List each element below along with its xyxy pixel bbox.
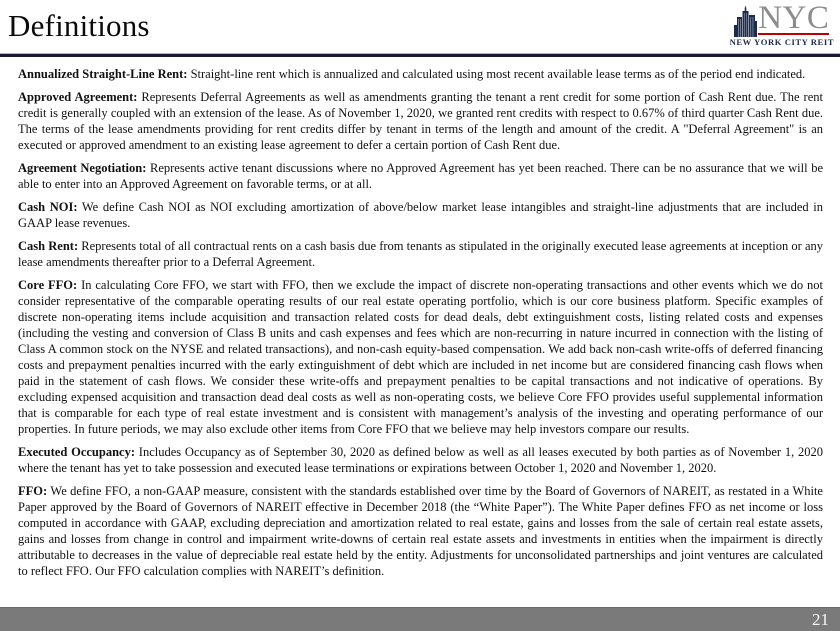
footer-bar <box>0 607 840 631</box>
definition-term: Cash NOI: <box>18 200 78 214</box>
definition-term: Approved Agreement: <box>18 90 138 104</box>
definition-term: Executed Occupancy: <box>18 445 135 459</box>
definition-term: Core FFO: <box>18 278 78 292</box>
definition-paragraph: Core FFO: In calculating Core FFO, we start with FFO, then we exclude the impact of discrete non-operating transactions and other events which we do not consider representative of the comparable operating results of our real estate operating portfolio, which is our core business platform. Specific examples of discrete non-operating items include acquisition and transaction related costs for dead deals, debt extinguishment costs, listing related costs and expenses (including the vesting and conversion of Class B units and cash expenses and fees which are non-recurring in nature incurred in connection with the listing of Class A common stock on the NYSE and related transactions), and non-cash equity-based compensation. We add back non-cash write-offs of deferred financing costs and prepayment penalties incurred with the early extinguishment of debt which are included in net income but are considered financing cash flows when paid in the statement of cash flows. We consider these write-offs and prepayment penalties to be capital transactions and not indicative of operations. By excluding expensed acquisition and transaction dead deal costs as well as non-operating costs, we believe Core FFO provides useful supplemental information that is comparable for each type of real estate investment and is consistent with management’s analysis of the investing and operating performance of our properties. In future periods, we may also exclude other items from Core FFO that we believe may help investors compare our results. <box>18 278 824 436</box>
nyc-reit-logo <box>729 0 834 47</box>
logo-subtitle: NEW YORK CITY REIT <box>729 37 834 47</box>
definition-paragraph: Cash NOI: We define Cash NOI as NOI excluding amortization of above/below market lease intangibles and straight-line adjustments that are included in GAAP lease revenues. <box>18 200 823 230</box>
logo-top-row <box>734 0 830 37</box>
definition-term: Cash Rent: <box>18 239 79 253</box>
definition-paragraph: Agreement Negotiation: Represents active tenant discussions where no Approved Agreement has yet been reached. There can be no assurance that we will be able to enter into an Approved Agreement on favorable terms, or at all. <box>18 161 823 191</box>
slide-header <box>0 0 840 53</box>
definition-paragraph: Cash Rent: Represents total of all contractual rents on a cash basis due from tenants as stipulated in the originally executed lease agreements at inception or any lease amendments thereafter prior to a Deferral Agreement. <box>18 239 823 269</box>
definition-paragraph: FFO: We define FFO, a non-GAAP measure, consistent with the standards established over time by the Board of Governors of NAREIT, as restated in a White Paper approved by the Board of Governors of NAREIT effective in December 2018 (the “White Paper”). The White Paper defines FFO as net income or loss computed in accordance with GAAP, excluding depreciation and amortization related to real estate, gains and losses from the sale of certain real estate assets, gains and losses from change in control and impairment write-downs of certain real estate assets and investments in entities when the impairment is directly attributable to decreases in the value of depreciable real estate held by the entity. Adjustments for unconsolidated partnerships and joint ventures are calculated to reflect FFO. Our FFO calculation complies with NAREIT’s definition. <box>18 484 823 578</box>
definitions-list <box>0 57 840 606</box>
city-skyline-icon <box>734 6 757 37</box>
definition-paragraph: Approved Agreement: Represents Deferral Agreements as well as amendments granting the tenant a rent credit for some portion of Cash Rent due. The rent credit is generally coupled with an extension of the lease. As of November 1, 2020, we granted rent credits with respect to 0.67% of third quarter Cash Rent due. The terms of the lease amendments providing for rent credits differ by tenant in terms of the length and amount of the credit. A "Deferral Agreement" is an executed or approved amendment to an existing lease agreement to defer a certain portion of Cash Rent due. <box>18 90 823 152</box>
definition-term: Annualized Straight-Line Rent: <box>18 67 188 81</box>
definition-paragraph: Annualized Straight-Line Rent: Straight-line rent which is annualized and calculated using most recent available lease terms as of the period end indicated. <box>18 67 806 81</box>
definition-paragraph: Executed Occupancy: Includes Occupancy as of September 30, 2020 as defined below as well as all leases executed by both parties as of November 1, 2020 where the tenant has yet to take possession and executed lease terminations or expirations between October 1, 2020 and November 1, 2020. <box>18 445 824 475</box>
page-title: Definitions <box>8 8 150 43</box>
logo-acronym: NYC <box>758 0 830 37</box>
definition-term: Agreement Negotiation: <box>18 161 147 175</box>
definition-term: FFO: <box>18 484 48 498</box>
logo-acronym-underline <box>758 0 830 37</box>
page-number: 21 <box>812 610 829 629</box>
